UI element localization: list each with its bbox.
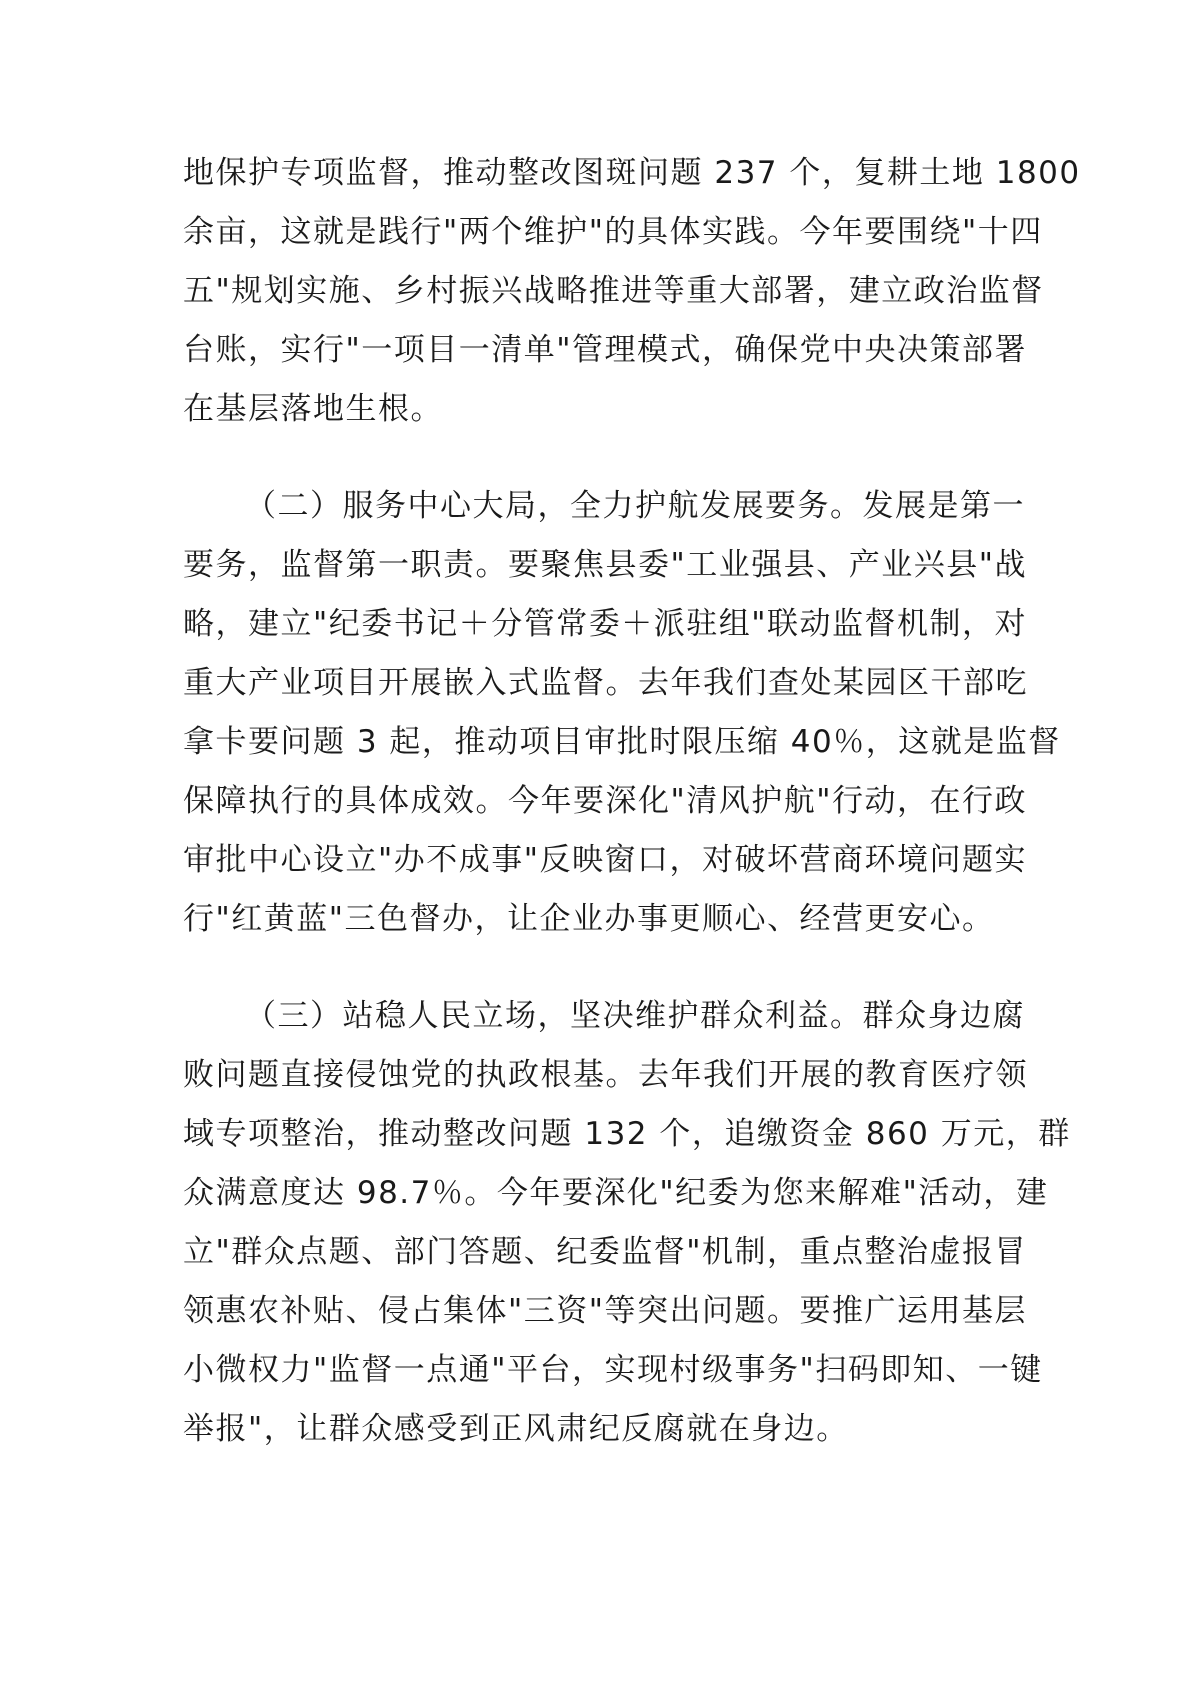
paragraph-section-two [183, 477, 1061, 949]
text-line: 略，建立"纪委书记＋分管常委＋派驻组"联动监督机制，对 [183, 606, 1028, 642]
text-line: 重大产业项目开展嵌入式监督。去年我们查处某园区干部吃 [183, 665, 1028, 701]
paragraph-spacer [183, 439, 1013, 477]
text-line: 台账，实行"一项目一清单"管理模式，确保党中央决策部署 [183, 332, 1028, 368]
text-line: 行"红黄蓝"三色督办，让企业办事更顺心、经营更安心。 [183, 901, 995, 937]
text-line: 在基层落地生根。 [183, 391, 443, 427]
text-line: 五"规划实施、乡村振兴战略推进等重大部署，建立政治监督 [183, 273, 1044, 309]
text-line: 域专项整治，推动整改问题 132 个，追缴资金 860 万元，群 [183, 1116, 1071, 1152]
text-line: 要务，监督第一职责。要聚焦县委"工业强县、产业兴县"战 [183, 547, 1028, 583]
text-line: 地保护专项监督，推动整改图斑问题 237 个，复耕土地 1800 [183, 155, 1081, 191]
text-line: 小微权力"监督一点通"平台，实现村级事务"扫码即知、一键 [183, 1352, 1043, 1388]
section-heading-line: （二）服务中心大局，全力护航发展要务。发展是第一 [245, 488, 1025, 524]
text-line: 众满意度达 98.7％。今年要深化"纪委为您来解难"活动，建 [183, 1175, 1049, 1211]
text-line: 余亩，这就是践行"两个维护"的具体实践。今年要围绕"十四 [183, 214, 1043, 250]
text-line: 败问题直接侵蚀党的执政根基。去年我们开展的教育医疗领 [183, 1057, 1028, 1093]
paragraph-land-protection [183, 144, 1081, 439]
text-line: 审批中心设立"办不成事"反映窗口，对破坏营商环境问题实 [183, 842, 1028, 878]
text-line: 保障执行的具体成效。今年要深化"清风护航"行动，在行政 [183, 783, 1028, 819]
text-line: 立"群众点题、部门答题、纪委监督"机制，重点整治虚报冒 [183, 1234, 1028, 1270]
paragraph-section-three [183, 987, 1071, 1459]
text-line: 拿卡要问题 3 起，推动项目审批时限压缩 40％，这就是监督 [183, 724, 1061, 760]
text-line: 领惠农补贴、侵占集体"三资"等突出问题。要推广运用基层 [183, 1293, 1028, 1329]
document-body [183, 144, 1081, 1459]
text-line: 举报"，让群众感受到正风肃纪反腐就在身边。 [183, 1411, 849, 1447]
section-heading-line: （三）站稳人民立场，坚决维护群众利益。群众身边腐 [245, 998, 1025, 1034]
paragraph-spacer [183, 949, 1013, 987]
